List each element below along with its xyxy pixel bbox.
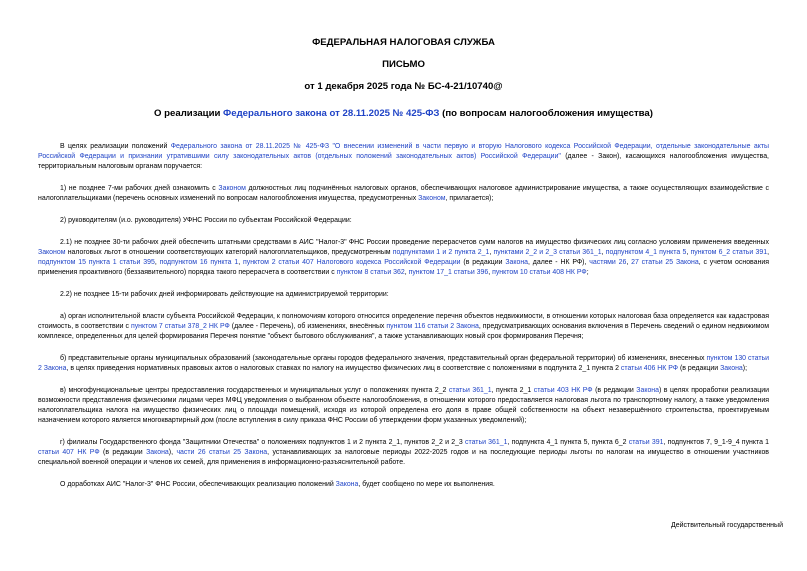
- paragraph-text: , подпунктов 7, 9_1-9_4 пункта 1: [663, 439, 770, 446]
- paragraph-text: , предусматривающих основания включения в Перечень сведений о едином недвижимом комплексе, определенных для целей формирования Перечня понятие "объект бытового обслуживания", а также устанавливающих новый срок формирования Перечня;: [38, 323, 770, 340]
- law-reference-link[interactable]: подпунктами 1 и 2 пункта 2_1: [392, 249, 490, 256]
- paragraph-text: О доработках АИС "Налог-3" ФНС России, обеспечивающих реализацию положений: [60, 481, 336, 488]
- paragraph-text: , устанавливающих за налоговые периоды 2022-2025 годов и на последующие периоды льготы по налогам на имущество в отношении участников специальной военной операции и членов их семей, для применения в информационно-разъяснительной работе.: [38, 449, 769, 466]
- subject-law-link[interactable]: Федерального закона от 28.11.2025 № 425-ФЗ: [223, 108, 440, 119]
- paragraph: [38, 184, 769, 204]
- law-reference-link[interactable]: пунктами 2_2 и 2_3 статьи 361_1: [493, 249, 602, 256]
- law-reference-link[interactable]: подпунктом 16 пункта 1: [159, 259, 239, 266]
- law-reference-link[interactable]: пунктом 130 статьи 2 Закона: [38, 355, 769, 372]
- law-reference-link[interactable]: пунктом 8 статьи 362: [336, 269, 405, 276]
- law-reference-link[interactable]: Закона: [636, 387, 659, 394]
- paragraph-text: ;: [586, 269, 589, 276]
- law-reference-link[interactable]: Закона: [146, 449, 169, 456]
- paragraph-text: (в редакции: [460, 259, 506, 266]
- paragraph-text: ,: [767, 249, 770, 256]
- paragraph-text: 2.2) не позднее 15-ти рабочих дней информировать действующие на администрируемой территории:: [60, 291, 389, 298]
- law-reference-link[interactable]: частями 26: [589, 259, 627, 266]
- paragraph-text: , далее - НК РФ),: [528, 259, 590, 266]
- paragraph-text: (далее - Закон), касающихся налогообложения имущества, территориальным налоговым органам поручается:: [38, 153, 769, 170]
- paragraph-text: г) филиалы Государственного фонда "Защитники Отечества" о положениях подпунктов 1 и 2 пункта 2_1, пунктов 2_2 и 2_3: [60, 439, 465, 446]
- paragraph-text: , подпункта 4_1 пункта 5, пункта 6_2: [507, 439, 629, 446]
- paragraph-text: ,: [626, 259, 632, 266]
- paragraph-text: , прилагается);: [445, 195, 494, 202]
- law-reference-link[interactable]: пунктом 7 статьи 378_2 НК РФ: [130, 323, 230, 330]
- paragraph: [38, 238, 769, 278]
- subject-prefix: О реализации: [154, 108, 224, 119]
- paragraph-text: налоговых льгот в отношении соответствующих категорий налогоплательщиков, предусмотренным: [65, 249, 393, 256]
- paragraph: [38, 312, 769, 342]
- paragraph-text: 2.1) не позднее 30-ти рабочих дней обеспечить штатными средствами в АИС "Налог-3" ФНС России проведение перерасчетов сумм налогов на имущество физических лиц согласно условиям применения введенных: [60, 239, 769, 246]
- document-body: [38, 142, 769, 490]
- law-reference-link[interactable]: пунктом 6_2 статьи 391: [690, 249, 768, 256]
- paragraph-text: ,: [404, 269, 409, 276]
- paragraph-text: ,: [238, 259, 243, 266]
- law-reference-link[interactable]: Законом: [38, 249, 66, 256]
- paragraph-text: ,: [489, 249, 494, 256]
- law-reference-link[interactable]: статьи 361_1: [448, 387, 492, 394]
- paragraph-text: должностных лиц подчинённых налоговых органов, обеспечивающих налоговое администрирование имущества, а также осуществляющих взаимодействие с налогоплательщиками (перечень основных изменений по вопросам налогообложения имущества, предусмотренных: [38, 185, 769, 202]
- document-date-number: от 1 декабря 2025 года № БС-4-21/10740@: [304, 81, 503, 92]
- paragraph-text: (в редакции: [99, 449, 147, 456]
- paragraph: [38, 354, 769, 374]
- law-reference-link[interactable]: пунктом 10 статьи 408 НК РФ: [492, 269, 587, 276]
- paragraph: [38, 216, 769, 226]
- paragraph-text: ,: [154, 259, 160, 266]
- law-reference-link[interactable]: пунктом 116 статьи 2 Закона: [386, 323, 479, 330]
- paragraph-text: (в редакции: [678, 365, 721, 372]
- law-reference-link[interactable]: статьи 403 НК РФ: [533, 387, 593, 394]
- paragraph-text: (далее - Перечень), об изменениях, внесённых: [229, 323, 387, 330]
- paragraph: [38, 290, 769, 300]
- paragraph-text: , в целях приведения нормативных правовых актов о налоговых ставках по налогу на имущество физических лиц в соответствие с положениями в подпункта 2_1 пункта 2: [66, 365, 621, 372]
- law-reference-link[interactable]: пунктом 2 статьи 407 Налогового кодекса Российской Федерации: [242, 259, 461, 266]
- paragraph: [38, 480, 769, 490]
- paragraph-text: в) многофункциональные центры предоставления государственных и муниципальных услуг о положениях пункта 2_2: [60, 387, 449, 394]
- law-reference-link[interactable]: 27 статьи 25 Закона: [631, 259, 699, 266]
- paragraph-text: , пункта 2_1: [491, 387, 534, 394]
- signature-line: Действительный государственный: [671, 522, 783, 529]
- paragraph-text: В целях реализации положений: [60, 143, 171, 150]
- law-reference-link[interactable]: Законом: [218, 185, 246, 192]
- paragraph-text: ,: [686, 249, 691, 256]
- law-reference-link[interactable]: Закона: [335, 481, 359, 488]
- subject-suffix: (по вопросам налогообложения имущества): [439, 108, 653, 119]
- law-reference-link[interactable]: статьи 406 НК РФ: [620, 365, 679, 372]
- paragraph-text: ),: [168, 449, 177, 456]
- law-reference-link[interactable]: части 26 статьи 25 Закона: [176, 449, 268, 456]
- paragraph-text: 1) не позднее 7-ми рабочих дней ознакомить с: [60, 185, 219, 192]
- paragraph-text: ,: [488, 269, 493, 276]
- law-reference-link[interactable]: Закона: [505, 259, 529, 266]
- agency-title: ФЕДЕРАЛЬНАЯ НАЛОГОВАЯ СЛУЖБА: [312, 37, 495, 48]
- law-reference-link[interactable]: подпунктом 4_1 пункта 5: [605, 249, 687, 256]
- paragraph-text: , с учетом основания применения проактивного (беззаявительного) порядка такого перерасчета в соответствии с: [38, 259, 769, 276]
- law-reference-link[interactable]: статьи 391: [628, 439, 664, 446]
- paragraph-text: ) в целях проработки реализации возможности представления физическими лицами через МФЦ уведомления о выбранном объекте налогообложения, в отношении которого предоставляется налоговая льгота по транспортному налогу, а также уведомления налогоплательщика налога на имущество физических лиц о площади помещений, исходя из которой определена его доля в праве общей собственности на объект незавершённого строительства, проектируемым назначением которого является многоквартирный дом (после вступления в силу приказа ФНС России об утверждении форм указанных уведомлений);: [38, 387, 769, 424]
- law-reference-link[interactable]: статьи 361_1: [465, 439, 508, 446]
- law-reference-link[interactable]: подпунктом 15 пункта 1 статьи 395: [38, 259, 155, 266]
- paragraph: [38, 142, 769, 172]
- document-subject: [38, 108, 769, 119]
- paragraph: [38, 386, 769, 426]
- paragraph-text: ,: [601, 249, 606, 256]
- paragraph-text: );: [742, 365, 748, 372]
- paragraph-text: (в редакции: [592, 387, 637, 394]
- paragraph-text: 2) руководителям (и.о. руководителя) УФНС России по субъектам Российской Федерации:: [60, 217, 352, 224]
- paragraph: [38, 438, 769, 468]
- law-reference-link[interactable]: статьи 407 НК РФ: [38, 449, 100, 456]
- law-reference-link[interactable]: Федерального закона от 28.11.2025 № 425-ФЗ "О внесении изменений в части первую и вторую Налогового кодекса Российской Федерации, отдельные законодательные акты Российской Федерации и признании утратившими силу законодательных актов (отдельных положений законодательных актов) Российской Федерации": [38, 143, 769, 160]
- law-reference-link[interactable]: Законом: [418, 195, 446, 202]
- law-reference-link[interactable]: пунктом 17_1 статьи 396: [408, 269, 489, 276]
- paragraph-text: а) орган исполнительной власти субъекта Российской Федерации, к полномочиям которого относится определение перечня объектов недвижимости, в отношении которых налоговая база определяется как кадастровая стоимость, в соответствии с: [38, 313, 769, 330]
- paragraph-text: б) представительные органы муниципальных образований (законодательные органы городов федерального значения, представительный орган федеральной территории) об изменениях, внесенных: [60, 355, 707, 362]
- paragraph-text: , будет сообщено по мере их выполнения.: [358, 481, 495, 488]
- document-type: ПИСЬМО: [382, 59, 425, 70]
- law-reference-link[interactable]: Закона: [720, 365, 743, 372]
